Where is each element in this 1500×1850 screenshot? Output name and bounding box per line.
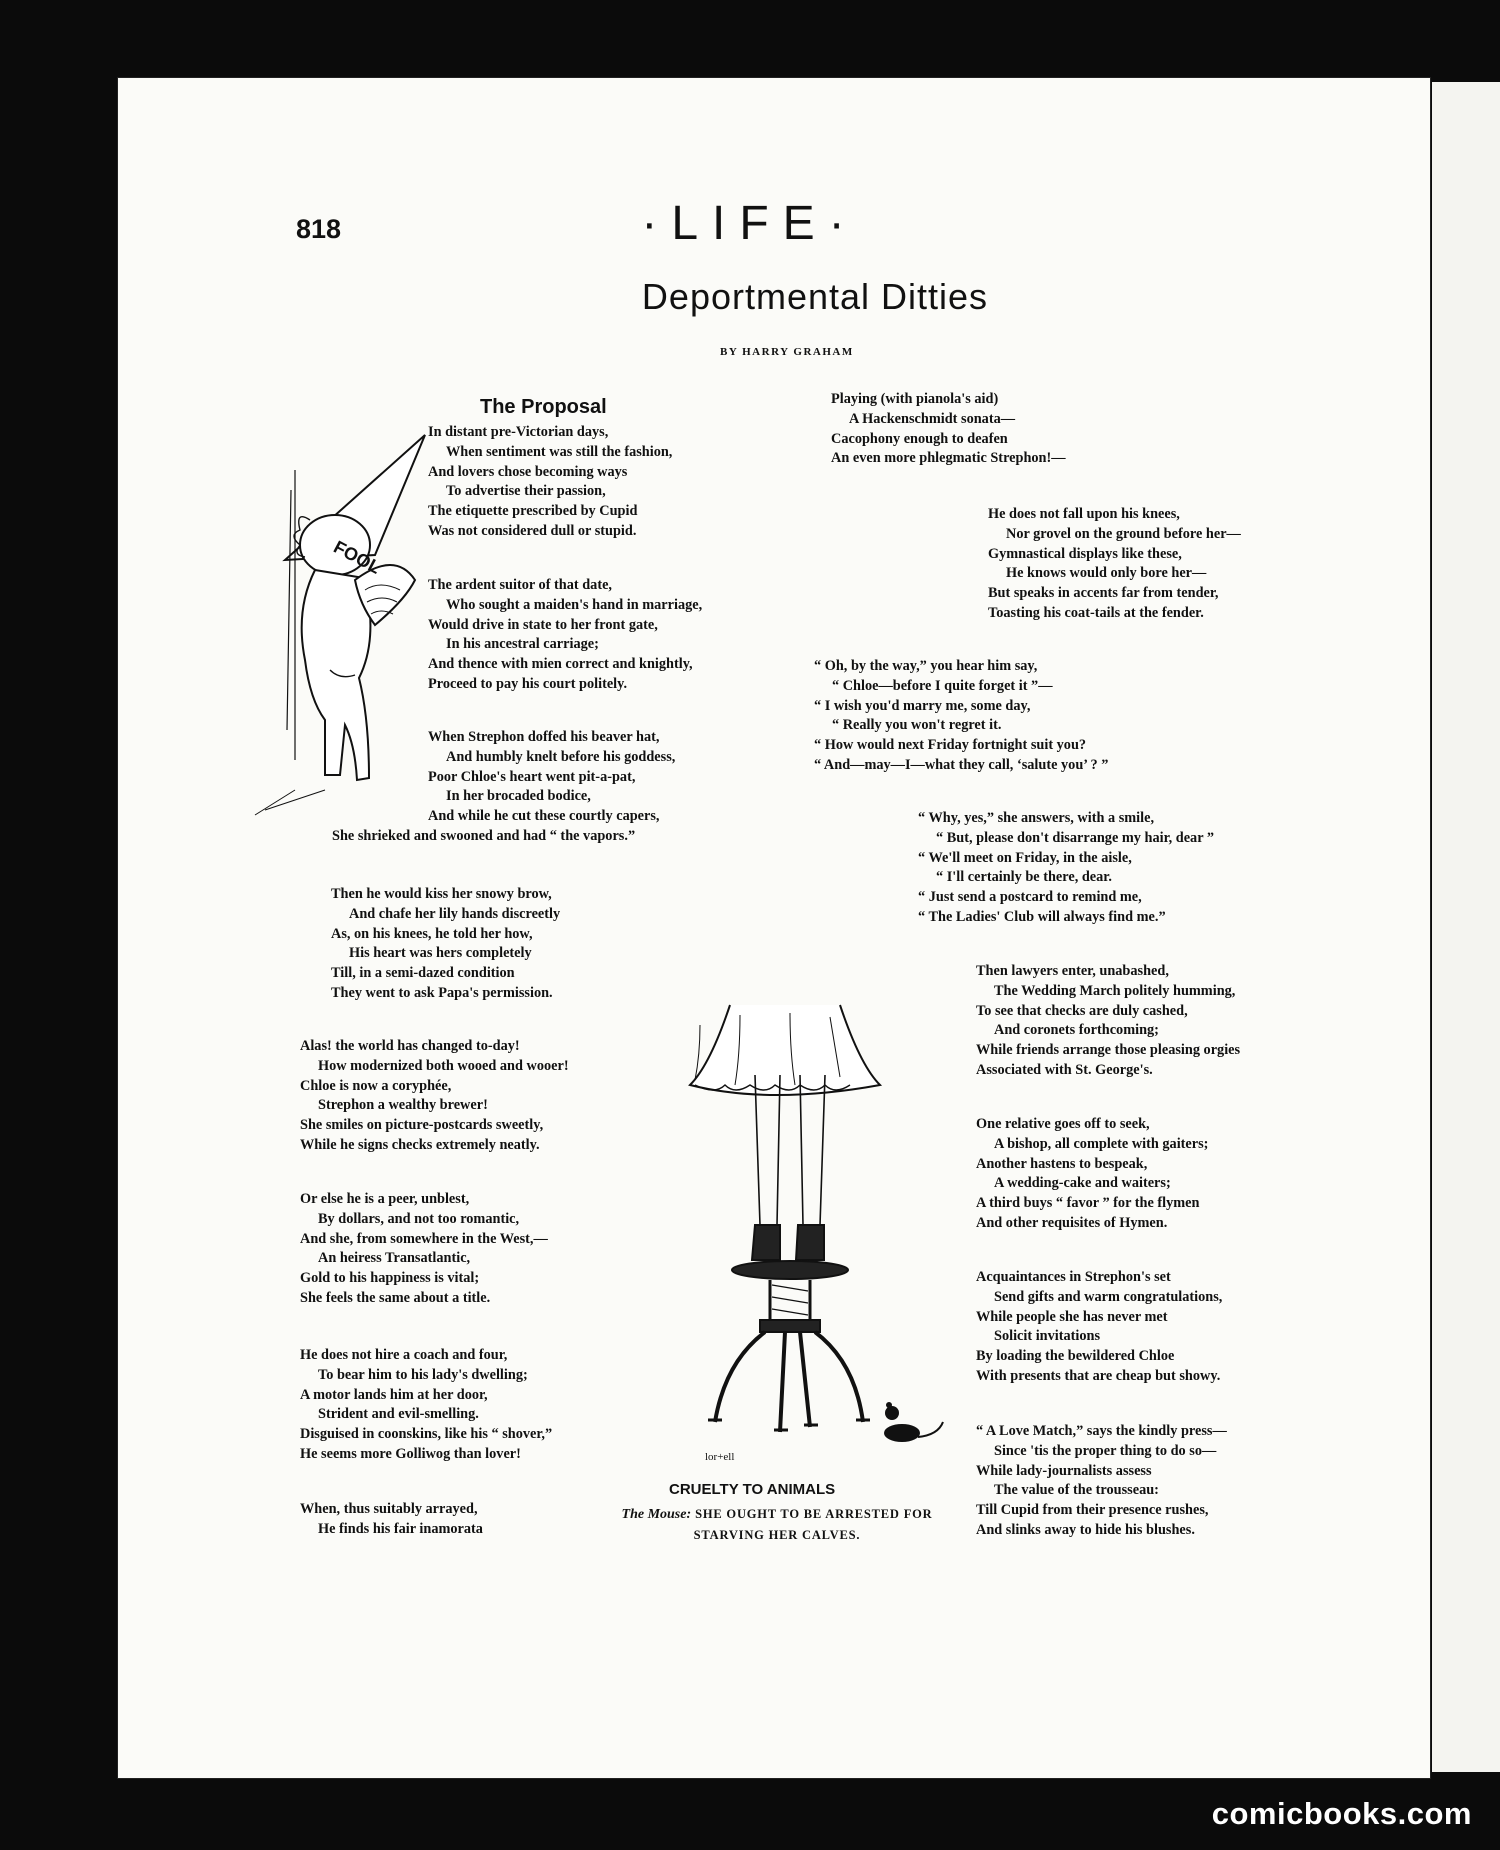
stanza-6 xyxy=(300,1190,548,1309)
stanza-15 xyxy=(976,1268,1222,1387)
byline: BY HARRY GRAHAM xyxy=(720,346,854,358)
stanza-line: She shrieked and swooned and had “ the vapors.” xyxy=(332,827,636,844)
stanza-line: “ We'll meet on Friday, in the aisle, xyxy=(918,849,1132,866)
cupid-illustration xyxy=(255,430,435,820)
stanza-line: Then lawyers enter, unabashed, xyxy=(976,963,1169,979)
stanza-line: “ Really you won't regret it. xyxy=(832,717,1002,734)
stanza-line: One relative goes off to seek, xyxy=(976,1116,1150,1132)
artist-signature: lor+ell xyxy=(705,1451,735,1463)
stanza-line: Associated with St. George's. xyxy=(976,1061,1153,1078)
cartoon-caption xyxy=(612,1504,942,1545)
stanza-line: Another hastens to bespeak, xyxy=(976,1155,1148,1172)
stanza-5 xyxy=(300,1037,569,1156)
stanza-14 xyxy=(976,1115,1208,1234)
stanza-line: “ A Love Match,” says the kindly press— xyxy=(976,1423,1227,1439)
stanza-line: When Strephon doffed his beaver hat, xyxy=(428,729,660,745)
stanza-line: While lady-journalists assess xyxy=(976,1462,1152,1479)
stanza-line: With presents that are cheap but showy. xyxy=(976,1367,1221,1384)
stanza-line: He does not fall upon his knees, xyxy=(988,506,1180,522)
stanza-line: A third buys “ favor ” for the flymen xyxy=(976,1195,1200,1212)
stanza-line: By loading the bewildered Chloe xyxy=(976,1348,1175,1365)
stanza-8 xyxy=(300,1500,483,1540)
stanza-line: Strident and evil-smelling. xyxy=(318,1406,479,1423)
stanza-line: Playing (with pianola's aid) xyxy=(831,391,999,407)
stanza-line: He knows would only bore her— xyxy=(1006,565,1207,582)
stanza-line: Nor grovel on the ground before her— xyxy=(1006,525,1241,542)
stanza-line: And humbly knelt before his goddess, xyxy=(446,748,676,765)
stanza-line: And she, from somewhere in the West,— xyxy=(300,1230,548,1247)
stanza-line: While he signs checks extremely neatly. xyxy=(300,1136,540,1153)
stanza-line: And coronets forthcoming; xyxy=(994,1022,1159,1039)
stanza-line: Strephon a wealthy brewer! xyxy=(318,1097,488,1114)
stanza-line: In her brocaded bodice, xyxy=(446,788,591,805)
stanza-line: “ Why, yes,” she answers, with a smile, xyxy=(918,810,1155,826)
section-title: The Proposal xyxy=(480,396,607,418)
stanza-line: And lovers chose becoming ways xyxy=(428,463,628,480)
stanza-line: “ I'll certainly be there, dear. xyxy=(936,869,1112,886)
stanza-line: Gold to his happiness is vital; xyxy=(300,1270,480,1287)
stanza-line: But speaks in accents far from tender, xyxy=(988,585,1219,602)
stanza-line: A Hackenschmidt sonata— xyxy=(849,410,1016,427)
stanza-line: “ Just send a postcard to remind me, xyxy=(918,889,1142,906)
stanza-line: Cacophony enough to deafen xyxy=(831,430,1008,447)
stanza-line: Chloe is now a coryphée, xyxy=(300,1077,452,1094)
stanza-line: “ The Ladies' Club will always find me.” xyxy=(918,908,1166,925)
site-watermark: comicbooks.com xyxy=(1211,1796,1472,1831)
stanza-line: As, on his knees, he told her how, xyxy=(331,925,533,942)
stanza-line: Till Cupid from their presence rushes, xyxy=(976,1502,1209,1519)
stanza-line: Disguised in coonskins, like his “ shover,” xyxy=(300,1426,553,1443)
stanza-13 xyxy=(976,962,1240,1081)
stanza-line: While people she has never met xyxy=(976,1308,1168,1325)
stanza-line: An heiress Transatlantic, xyxy=(318,1250,471,1267)
stanza-line: When sentiment was still the fashion, xyxy=(446,443,673,460)
stanza-line: And thence with mien correct and knightly, xyxy=(428,656,693,673)
stanza-line: Poor Chloe's heart went pit-a-pat, xyxy=(428,768,636,785)
stanza-7 xyxy=(300,1346,552,1465)
caption-speaker: The Mouse: xyxy=(621,1507,692,1522)
stanza-line: When, thus suitably arrayed, xyxy=(300,1501,478,1517)
stanza-line: Toasting his coat-tails at the fender. xyxy=(988,604,1204,621)
stanza-line: Would drive in state to her front gate, xyxy=(428,616,658,633)
masthead: ·LIFE· xyxy=(641,197,859,250)
stanza-line: They went to ask Papa's permission. xyxy=(331,984,553,1001)
stanza-line: How modernized both wooed and wooer! xyxy=(318,1057,569,1074)
stanza-3 xyxy=(332,728,676,847)
stanza-line: Then he would kiss her snowy brow, xyxy=(331,886,552,902)
stanza-2 xyxy=(428,576,702,695)
stanza-line: Who sought a maiden's hand in marriage, xyxy=(446,596,703,613)
stanza-line: An even more phlegmatic Strephon!— xyxy=(831,450,1066,467)
stanza-line: While friends arrange those pleasing orgies xyxy=(976,1042,1241,1059)
stanza-12 xyxy=(918,809,1214,928)
stanza-line: In distant pre-Victorian days, xyxy=(428,424,609,440)
stanza-line: A motor lands him at her door, xyxy=(300,1386,488,1403)
stanza-line: The ardent suitor of that date, xyxy=(428,577,613,593)
stanza-line: In his ancestral carriage; xyxy=(446,636,599,653)
stanza-line: The value of the trousseau: xyxy=(994,1482,1159,1499)
stanza-line: A bishop, all complete with gaiters; xyxy=(994,1135,1209,1152)
stanza-line: She feels the same about a title. xyxy=(300,1289,491,1306)
stanza-line: He seems more Golliwog than lover! xyxy=(300,1445,521,1462)
stanza-10 xyxy=(988,505,1241,624)
stanza-line: Proceed to pay his court politely. xyxy=(428,675,628,692)
dunce-cap-text: FOOL xyxy=(330,536,384,578)
stanza-line: And while he cut these courtly capers, xyxy=(428,808,660,825)
page-number: 818 xyxy=(296,214,342,244)
stanza-line: To see that checks are duly cashed, xyxy=(976,1002,1188,1019)
stanza-line: Or else he is a peer, unblest, xyxy=(300,1191,470,1207)
stanza-line: Solicit invitations xyxy=(994,1328,1101,1345)
stanza-line: The etiquette prescribed by Cupid xyxy=(428,503,638,520)
stanza-line: To bear him to his lady's dwelling; xyxy=(318,1366,528,1383)
stanza-line: “ How would next Friday fortnight suit you? xyxy=(814,737,1087,754)
stanza-line: “ But, please don't disarrange my hair, dear ” xyxy=(936,829,1215,846)
stanza-line: Till, in a semi-dazed condition xyxy=(331,965,515,982)
stanza-line: She smiles on picture-postcards sweetly, xyxy=(300,1117,544,1134)
stanza-line: The Wedding March politely humming, xyxy=(994,982,1236,999)
stanza-line: He does not hire a coach and four, xyxy=(300,1347,508,1363)
stanza-line: “ I wish you'd marry me, some day, xyxy=(814,697,1031,714)
stanza-line: Since 'tis the proper thing to do so— xyxy=(994,1442,1217,1459)
stanza-line: Alas! the world has changed to-day! xyxy=(300,1038,520,1054)
stanza-line: Send gifts and warm congratulations, xyxy=(994,1288,1223,1305)
stanza-line: To advertise their passion, xyxy=(446,483,606,500)
cartoon-illustration xyxy=(660,1005,960,1475)
stanza-line: And chafe her lily hands discreetly xyxy=(349,905,561,922)
stanza-line: He finds his fair inamorata xyxy=(318,1520,483,1537)
stanza-line: Gymnastical displays like these, xyxy=(988,545,1182,562)
facing-page-edge xyxy=(1432,82,1500,1772)
stanza-line: A wedding-cake and waiters; xyxy=(994,1175,1171,1192)
stanza-line: Was not considered dull or stupid. xyxy=(428,522,637,539)
stanza-1 xyxy=(428,423,672,542)
stanza-16 xyxy=(976,1422,1227,1541)
article-title: Deportmental Ditties xyxy=(641,276,989,317)
stanza-line: “ And—may—I—what they call, ‘salute you’ ? ” xyxy=(814,756,1109,773)
stanza-line: Acquaintances in Strephon's set xyxy=(976,1269,1171,1285)
caption-text: SHE OUGHT TO BE ARRESTED FOR STARVING HER CALVES. xyxy=(693,1507,933,1542)
caption-title: CRUELTY TO ANIMALS xyxy=(669,1481,836,1498)
stanza-4 xyxy=(331,885,560,1004)
stanza-line: “ Oh, by the way,” you hear him say, xyxy=(814,658,1038,674)
stanza-line: And other requisites of Hymen. xyxy=(976,1214,1168,1231)
stanza-11 xyxy=(814,657,1108,776)
stanza-line: His heart was hers completely xyxy=(349,945,532,962)
stanza-line: By dollars, and not too romantic, xyxy=(318,1210,520,1227)
stanza-9 xyxy=(831,390,1066,469)
mouse-icon xyxy=(884,1402,943,1442)
stanza-line: “ Chloe—before I quite forget it ”— xyxy=(832,677,1053,694)
stanza-line: And slinks away to hide his blushes. xyxy=(976,1521,1195,1538)
